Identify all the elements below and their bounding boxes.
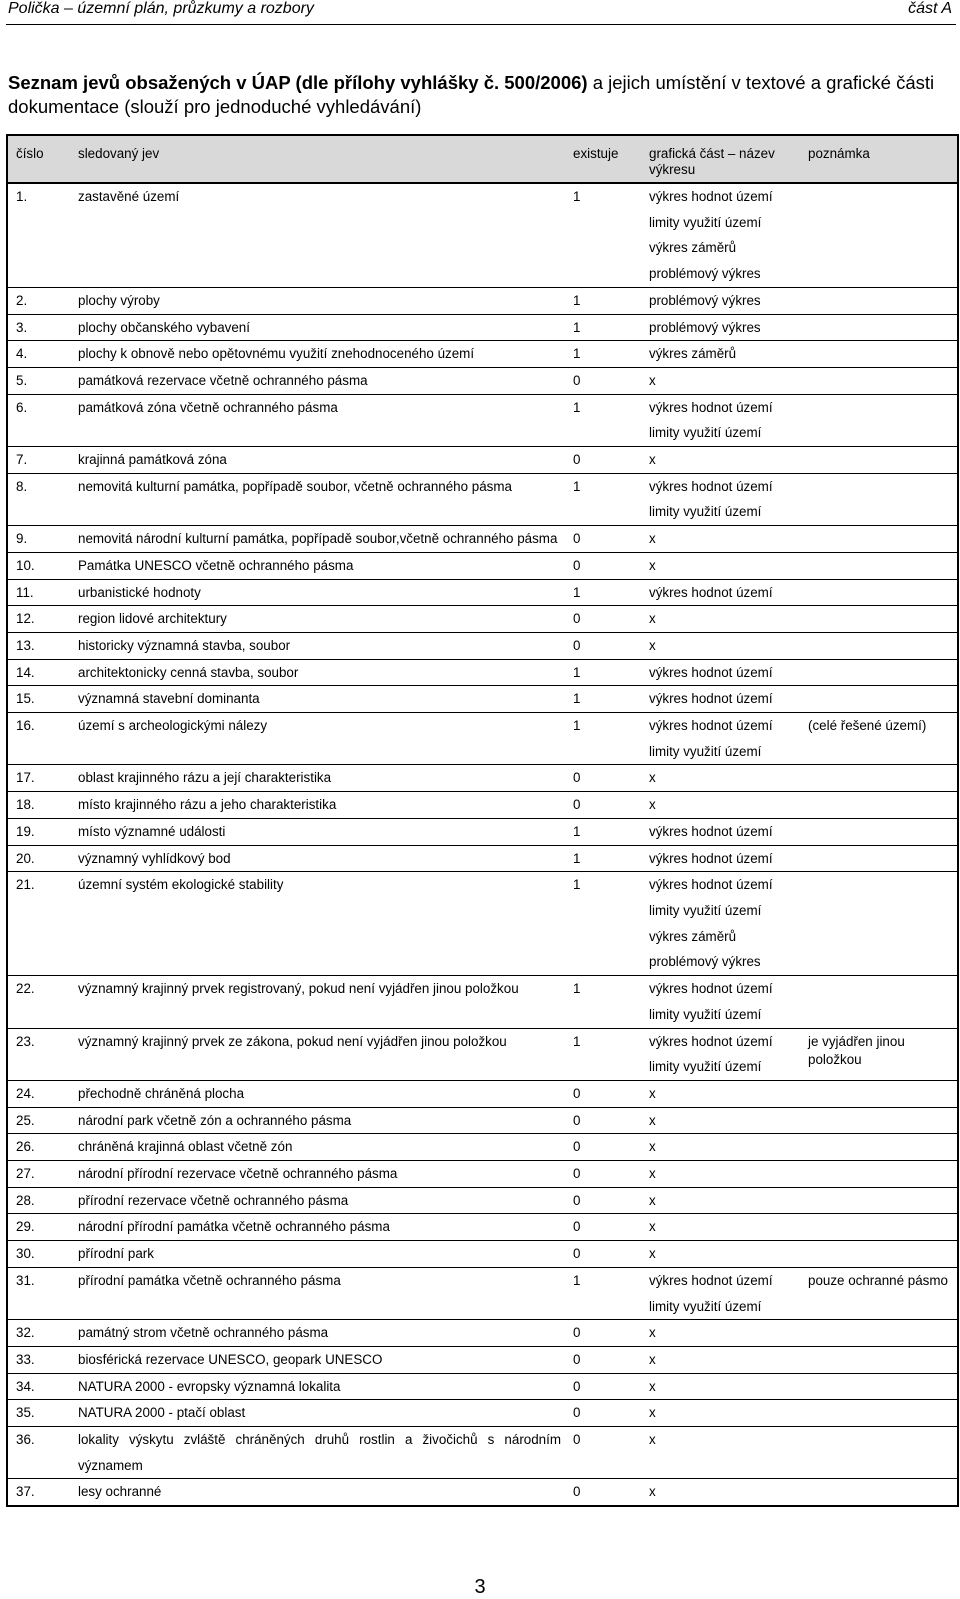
row-exists: 0 (565, 1427, 641, 1479)
row-exists: 0 (565, 1346, 641, 1373)
row-phenomenon: památková rezervace včetně ochranného pásma (70, 367, 565, 394)
row-number: 31. (7, 1267, 70, 1319)
row-number: 22. (7, 976, 70, 1028)
table-row (7, 765, 958, 792)
drawing-name: x (649, 797, 656, 813)
table-row (7, 1400, 958, 1427)
row-exists: 1 (565, 713, 641, 765)
row-phenomenon: oblast krajinného rázu a její charakteristika (70, 765, 565, 792)
row-drawings (641, 872, 800, 976)
drawing-name: limity využití území (649, 504, 762, 520)
row-drawings (641, 1479, 800, 1506)
drawing-name: výkres hodnot území (649, 850, 773, 866)
row-number: 13. (7, 632, 70, 659)
row-drawings (641, 1346, 800, 1373)
row-number: 35. (7, 1400, 70, 1427)
row-number: 2. (7, 287, 70, 314)
row-number: 34. (7, 1373, 70, 1400)
row-number: 37. (7, 1479, 70, 1506)
row-drawings (641, 287, 800, 314)
row-number: 10. (7, 552, 70, 579)
row-phenomenon: místo krajinného rázu a jeho charakteristika (70, 792, 565, 819)
drawing-name: x (649, 1085, 656, 1101)
table-row (7, 1187, 958, 1214)
row-number: 3. (7, 314, 70, 341)
row-exists: 0 (565, 765, 641, 792)
drawing-name: limity využití území (649, 1059, 762, 1075)
table-header-row (7, 135, 958, 183)
row-exists: 1 (565, 659, 641, 686)
row-note (800, 526, 958, 553)
row-note (800, 1080, 958, 1107)
table-row (7, 1214, 958, 1241)
row-number: 19. (7, 818, 70, 845)
table-row (7, 367, 958, 394)
row-drawings (641, 341, 800, 368)
row-note (800, 818, 958, 845)
row-phenomenon: Památka UNESCO včetně ochranného pásma (70, 552, 565, 579)
row-note (800, 1107, 958, 1134)
drawing-name: výkres hodnot území (649, 823, 773, 839)
row-note (800, 792, 958, 819)
row-drawings (641, 1214, 800, 1241)
drawing-name: problémový výkres (649, 266, 761, 282)
row-note (800, 1214, 958, 1241)
row-drawings (641, 765, 800, 792)
drawing-name: výkres hodnot území (649, 1272, 773, 1288)
row-phenomenon: významný krajinný prvek registrovaný, pokud není vyjádřen jinou položkou (70, 976, 565, 1028)
row-exists: 0 (565, 632, 641, 659)
row-drawings (641, 1267, 800, 1319)
row-note (800, 287, 958, 314)
drawing-name: výkres hodnot území (649, 478, 773, 494)
drawing-name: x (649, 637, 656, 653)
row-exists: 0 (565, 1214, 641, 1241)
drawing-name: limity využití území (649, 1298, 762, 1314)
row-number: 1. (7, 183, 70, 287)
row-phenomenon: významný krajinný prvek ze zákona, pokud není vyjádřen jinou položkou (70, 1028, 565, 1080)
row-phenomenon: národní přírodní památka včetně ochranného pásma (70, 1214, 565, 1241)
row-exists: 1 (565, 394, 641, 446)
row-note: (celé řešené území) (800, 713, 958, 765)
row-drawings (641, 632, 800, 659)
drawing-name: problémový výkres (649, 319, 761, 335)
row-number: 11. (7, 579, 70, 606)
row-note (800, 1427, 958, 1479)
row-exists: 1 (565, 287, 641, 314)
row-exists: 0 (565, 606, 641, 633)
page-number: 3 (474, 1576, 486, 1598)
row-phenomenon: významná stavební dominanta (70, 686, 565, 713)
table-row (7, 473, 958, 525)
title-bold: Seznam jevů obsažených v ÚAP (dle přílohy vyhlášky č. 500/2006) (8, 72, 588, 93)
header-divider (6, 24, 956, 25)
row-note (800, 632, 958, 659)
row-phenomenon: krajinná památková zóna (70, 447, 565, 474)
column-header-number: číslo (7, 135, 70, 183)
row-number: 29. (7, 1214, 70, 1241)
row-note (800, 341, 958, 368)
drawing-name: x (649, 1351, 656, 1367)
drawing-name: výkres hodnot území (649, 981, 773, 997)
row-drawings (641, 473, 800, 525)
table-row (7, 1346, 958, 1373)
drawing-name: výkres hodnot území (649, 664, 773, 680)
row-number: 16. (7, 713, 70, 765)
row-drawings (641, 659, 800, 686)
row-drawings (641, 1028, 800, 1080)
table-row (7, 1267, 958, 1319)
row-note (800, 872, 958, 976)
row-note (800, 394, 958, 446)
drawing-name: limity využití území (649, 743, 762, 759)
row-phenomenon: lokality výskytu zvláště chráněných druhů rostlin a živočichů s národním významem (70, 1427, 565, 1479)
table-row (7, 341, 958, 368)
row-number: 33. (7, 1346, 70, 1373)
row-number: 20. (7, 845, 70, 872)
table-row (7, 1320, 958, 1347)
row-note (800, 1187, 958, 1214)
row-exists: 0 (565, 552, 641, 579)
header-document-name: Polička – územní plán, průzkumy a rozbory (8, 0, 314, 17)
row-phenomenon: NATURA 2000 - ptačí oblast (70, 1400, 565, 1427)
row-note (800, 1241, 958, 1268)
row-number: 9. (7, 526, 70, 553)
table-row (7, 976, 958, 1028)
table-row (7, 314, 958, 341)
row-number: 25. (7, 1107, 70, 1134)
table-row (7, 632, 958, 659)
row-number: 14. (7, 659, 70, 686)
row-phenomenon: nemovitá národní kulturní památka, popřípadě soubor,včetně ochranného pásma (70, 526, 565, 553)
row-phenomenon: územní systém ekologické stability (70, 872, 565, 976)
row-note (800, 579, 958, 606)
drawing-name: výkres záměrů (649, 346, 737, 362)
row-drawings (641, 314, 800, 341)
drawing-name: výkres hodnot území (649, 718, 773, 734)
row-note (800, 1373, 958, 1400)
drawing-name: x (649, 1325, 656, 1341)
row-drawings (641, 845, 800, 872)
row-exists: 0 (565, 367, 641, 394)
row-phenomenon: národní přírodní rezervace včetně ochranného pásma (70, 1161, 565, 1188)
row-number: 6. (7, 394, 70, 446)
row-note (800, 183, 958, 287)
row-phenomenon: památný strom včetně ochranného pásma (70, 1320, 565, 1347)
drawing-name: problémový výkres (649, 954, 761, 970)
row-exists: 0 (565, 1134, 641, 1161)
row-phenomenon: region lidové architektury (70, 606, 565, 633)
drawing-name: x (649, 1378, 656, 1394)
row-exists: 0 (565, 1320, 641, 1347)
row-drawings (641, 1187, 800, 1214)
row-phenomenon: památková zóna včetně ochranného pásma (70, 394, 565, 446)
page-header (0, 0, 960, 22)
drawing-name: x (649, 372, 656, 388)
row-note (800, 1479, 958, 1506)
row-number: 24. (7, 1080, 70, 1107)
row-exists: 1 (565, 473, 641, 525)
drawing-name: problémový výkres (649, 292, 761, 308)
drawing-name: limity využití území (649, 902, 762, 918)
row-phenomenon: území s archeologickými nálezy (70, 713, 565, 765)
drawing-name: limity využití území (649, 214, 762, 230)
row-number: 23. (7, 1028, 70, 1080)
column-header-note: poznámka (800, 135, 958, 183)
row-exists: 1 (565, 686, 641, 713)
drawing-name: x (649, 1484, 656, 1500)
row-exists: 1 (565, 976, 641, 1028)
row-number: 32. (7, 1320, 70, 1347)
row-phenomenon: přírodní památka včetně ochranného pásma (70, 1267, 565, 1319)
drawing-name: výkres hodnot území (649, 189, 773, 204)
header-section-label: část A (908, 0, 952, 17)
row-note (800, 367, 958, 394)
row-exists: 1 (565, 1267, 641, 1319)
table-row (7, 287, 958, 314)
table-row (7, 1028, 958, 1080)
drawing-name: x (649, 1112, 656, 1128)
row-phenomenon: urbanistické hodnoty (70, 579, 565, 606)
row-drawings (641, 394, 800, 446)
row-number: 28. (7, 1187, 70, 1214)
drawing-name: x (649, 1139, 656, 1155)
table-row (7, 1161, 958, 1188)
row-note: pouze ochranné pásmo (800, 1267, 958, 1319)
row-number: 5. (7, 367, 70, 394)
row-exists: 0 (565, 1161, 641, 1188)
drawing-name: výkres hodnot území (649, 399, 773, 415)
table-row (7, 1134, 958, 1161)
row-exists: 1 (565, 872, 641, 976)
drawing-name: x (649, 1166, 656, 1182)
row-phenomenon: historicky významná stavba, soubor (70, 632, 565, 659)
row-number: 4. (7, 341, 70, 368)
drawing-name: limity využití území (649, 1006, 762, 1022)
row-drawings (641, 1373, 800, 1400)
table-row (7, 792, 958, 819)
row-exists: 0 (565, 1373, 641, 1400)
table-row (7, 686, 958, 713)
table-row (7, 552, 958, 579)
drawing-name: x (649, 1192, 656, 1208)
drawing-name: výkres hodnot území (649, 691, 773, 707)
table-row (7, 1427, 958, 1479)
row-drawings (641, 606, 800, 633)
row-phenomenon: místo významné události (70, 818, 565, 845)
table-row (7, 1107, 958, 1134)
row-drawings (641, 1107, 800, 1134)
row-drawings (641, 1320, 800, 1347)
row-number: 30. (7, 1241, 70, 1268)
row-drawings (641, 713, 800, 765)
row-drawings (641, 367, 800, 394)
row-note (800, 765, 958, 792)
table-row (7, 526, 958, 553)
row-note: je vyjádřen jinou položkou (800, 1028, 958, 1080)
drawing-name: výkres hodnot území (649, 1033, 773, 1049)
drawing-name: x (649, 531, 656, 547)
row-note (800, 1134, 958, 1161)
row-note (800, 473, 958, 525)
row-exists: 1 (565, 845, 641, 872)
row-exists: 1 (565, 314, 641, 341)
row-exists: 0 (565, 447, 641, 474)
drawing-name: výkres hodnot území (649, 584, 773, 600)
row-exists: 1 (565, 341, 641, 368)
column-header-graphic-part: grafická část – název výkresu (641, 135, 800, 183)
column-header-exists: existuje (565, 135, 641, 183)
table-row (7, 818, 958, 845)
row-drawings (641, 552, 800, 579)
row-drawings (641, 1080, 800, 1107)
row-note (800, 1400, 958, 1427)
table-row (7, 1373, 958, 1400)
row-drawings (641, 1134, 800, 1161)
table-row (7, 872, 958, 976)
row-number: 15. (7, 686, 70, 713)
drawing-name: x (649, 1219, 656, 1235)
table-row (7, 845, 958, 872)
row-phenomenon: lesy ochranné (70, 1479, 565, 1506)
table-row (7, 447, 958, 474)
row-phenomenon: národní park včetně zón a ochranného pásma (70, 1107, 565, 1134)
row-note (800, 1320, 958, 1347)
row-exists: 1 (565, 818, 641, 845)
drawing-name: x (649, 1405, 656, 1421)
table-row (7, 183, 958, 287)
row-drawings (641, 1161, 800, 1188)
row-drawings (641, 183, 800, 287)
drawing-name: x (649, 1432, 656, 1448)
row-phenomenon: plochy k obnově nebo opětovnému využití znehodnoceného území (70, 341, 565, 368)
row-note (800, 606, 958, 633)
title-rest: a jejich umístění v textové a grafické části dokumentace (slouží pro jednoduché vyhledávání) (8, 72, 935, 117)
row-exists: 1 (565, 183, 641, 287)
row-drawings (641, 526, 800, 553)
row-drawings (641, 976, 800, 1028)
row-phenomenon: chráněná krajinná oblast včetně zón (70, 1134, 565, 1161)
drawing-name: výkres záměrů (649, 928, 737, 944)
row-phenomenon: architektonicky cenná stavba, soubor (70, 659, 565, 686)
row-drawings (641, 686, 800, 713)
row-drawings (641, 579, 800, 606)
row-note (800, 552, 958, 579)
row-exists: 0 (565, 1400, 641, 1427)
row-phenomenon: přírodní rezervace včetně ochranného pásma (70, 1187, 565, 1214)
row-exists: 0 (565, 792, 641, 819)
row-number: 7. (7, 447, 70, 474)
document-title (8, 71, 956, 119)
table-row (7, 394, 958, 446)
row-exists: 1 (565, 1028, 641, 1080)
row-number: 12. (7, 606, 70, 633)
drawing-name: limity využití území (649, 425, 762, 441)
row-number: 36. (7, 1427, 70, 1479)
row-phenomenon: přírodní park (70, 1241, 565, 1268)
row-drawings (641, 447, 800, 474)
row-exists: 1 (565, 579, 641, 606)
row-note (800, 1346, 958, 1373)
row-number: 21. (7, 872, 70, 976)
row-phenomenon: plochy občanského vybavení (70, 314, 565, 341)
row-exists: 0 (565, 1479, 641, 1506)
row-number: 26. (7, 1134, 70, 1161)
row-note (800, 447, 958, 474)
drawing-name: x (649, 557, 656, 573)
table-row (7, 1080, 958, 1107)
row-drawings (641, 792, 800, 819)
row-drawings (641, 818, 800, 845)
row-phenomenon: biosférická rezervace UNESCO, geopark UNESCO (70, 1346, 565, 1373)
row-phenomenon: plochy výroby (70, 287, 565, 314)
row-phenomenon: přechodně chráněná plocha (70, 1080, 565, 1107)
row-phenomenon: významný vyhlídkový bod (70, 845, 565, 872)
row-exists: 0 (565, 1080, 641, 1107)
row-drawings (641, 1427, 800, 1479)
phenomena-table (6, 134, 959, 1507)
row-phenomenon: NATURA 2000 - evropsky významná lokalita (70, 1373, 565, 1400)
row-exists: 0 (565, 526, 641, 553)
table-row (7, 659, 958, 686)
drawing-name: x (649, 1246, 656, 1262)
row-number: 8. (7, 473, 70, 525)
row-phenomenon: nemovitá kulturní památka, popřípadě soubor, včetně ochranného pásma (70, 473, 565, 525)
row-drawings (641, 1241, 800, 1268)
row-note (800, 659, 958, 686)
table-row (7, 713, 958, 765)
drawing-name: x (649, 770, 656, 786)
row-note (800, 314, 958, 341)
drawing-name: x (649, 452, 656, 468)
row-number: 17. (7, 765, 70, 792)
row-number: 27. (7, 1161, 70, 1188)
table-row (7, 1479, 958, 1506)
table-row (7, 579, 958, 606)
drawing-name: výkres záměrů (649, 240, 737, 256)
row-drawings (641, 1400, 800, 1427)
drawing-name: x (649, 611, 656, 627)
row-exists: 0 (565, 1107, 641, 1134)
row-note (800, 1161, 958, 1188)
table-body (7, 183, 958, 1506)
table-row (7, 1241, 958, 1268)
row-phenomenon: zastavěné území (70, 183, 565, 287)
row-note (800, 845, 958, 872)
table-row (7, 606, 958, 633)
column-header-phenomenon: sledovaný jev (70, 135, 565, 183)
row-note (800, 976, 958, 1028)
row-note (800, 686, 958, 713)
row-exists: 0 (565, 1187, 641, 1214)
row-exists: 0 (565, 1241, 641, 1268)
row-number: 18. (7, 792, 70, 819)
drawing-name: výkres hodnot území (649, 877, 773, 893)
